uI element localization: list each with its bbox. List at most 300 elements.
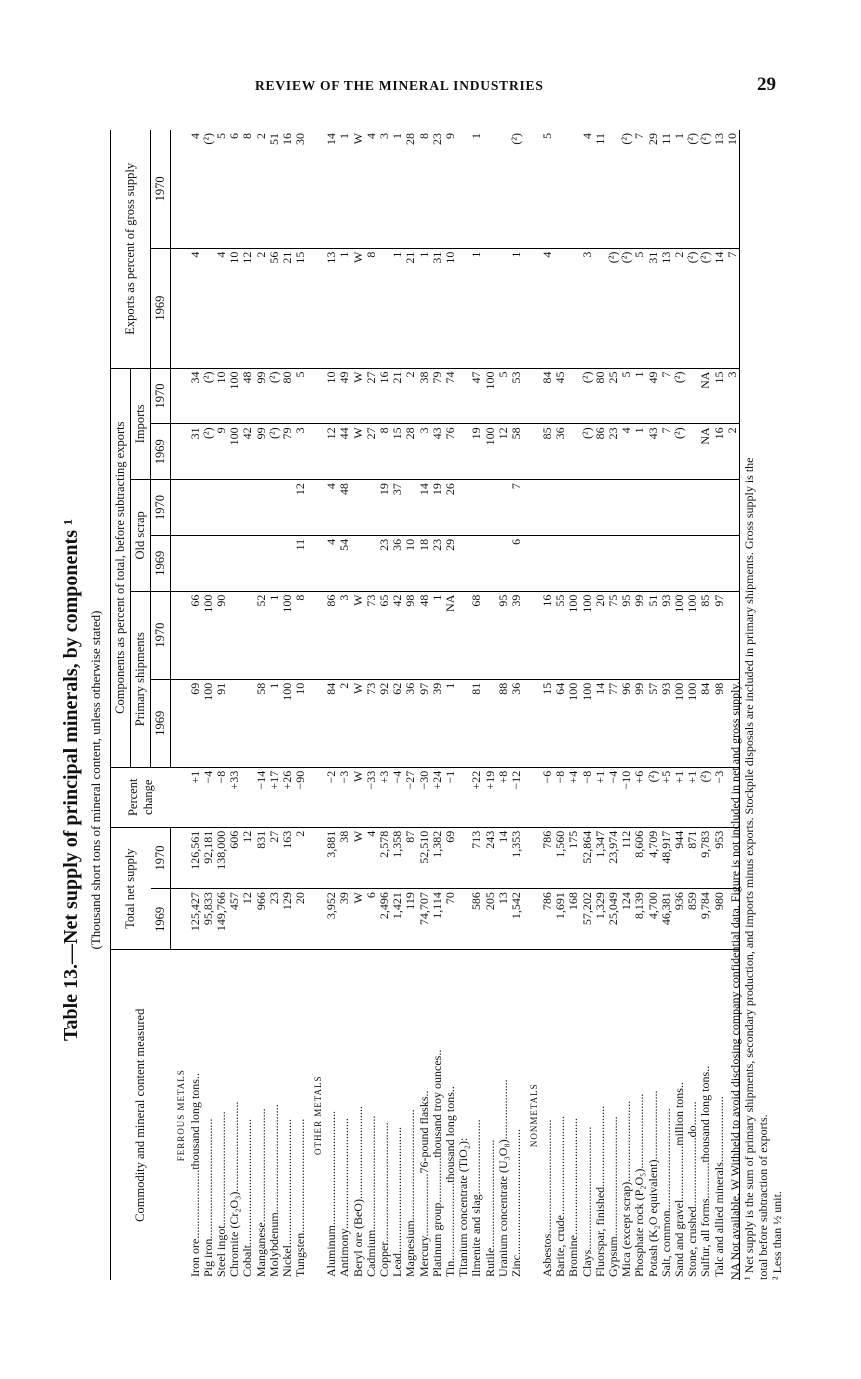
value-cell: 149,766 <box>215 889 228 950</box>
value-cell: 65 <box>378 591 391 679</box>
value-cell: 54 <box>338 535 351 591</box>
value-cell: NA <box>444 591 457 679</box>
note-line: ² Less than ½ unit. <box>770 1191 784 1280</box>
value-cell: 38 <box>418 368 431 424</box>
commodity-cell: Mica (except scrap)........................... <box>620 950 633 1280</box>
commodity-cell: Titanium concentrate (TiO₂): <box>457 950 470 1280</box>
empty-cell <box>307 368 325 424</box>
value-cell: 29 <box>645 133 660 145</box>
value-cell: 100 <box>567 679 580 767</box>
value-cell: 5 <box>620 368 633 424</box>
value-cell: (²) <box>620 248 633 368</box>
value-cell <box>404 480 417 536</box>
value-cell <box>352 535 365 591</box>
value-cell: 2 <box>673 248 686 368</box>
value-cell: +8 <box>497 767 510 827</box>
value-cell: 100 <box>686 591 699 679</box>
value-cell: 859 <box>686 889 699 950</box>
value-cell: 124 <box>620 889 633 950</box>
value-cell: 100 <box>673 679 686 767</box>
value-cell: 95 <box>620 591 633 679</box>
value-cell: 14 <box>324 133 339 145</box>
value-cell: +6 <box>633 767 646 827</box>
value-cell: 11 <box>592 133 607 145</box>
value-cell: (²) <box>581 424 594 480</box>
value-cell <box>497 130 510 248</box>
value-cell: 93 <box>660 679 673 767</box>
value-cell: 21 <box>281 248 294 368</box>
value-cell: 19 <box>431 480 444 536</box>
value-cell: 1 <box>470 248 483 368</box>
value-cell: −90 <box>294 767 307 827</box>
value-cell: 42 <box>391 591 404 679</box>
value-cell: 7 <box>632 133 647 139</box>
commodity-cell: Sulfur, all forms............thousand long tons.. <box>699 950 712 1280</box>
value-cell: 12 <box>325 424 338 480</box>
value-cell: 4,709 <box>647 827 660 888</box>
commodity-cell: Rutile.................................... <box>483 950 496 1280</box>
commodity-cell: Sand and gravel..................million tons.. <box>673 950 686 1280</box>
value-cell <box>567 368 580 424</box>
value-cell: 21 <box>391 368 404 424</box>
value-cell: 12 <box>241 248 254 368</box>
empty-cell <box>307 767 325 827</box>
value-cell: 36 <box>404 679 417 767</box>
value-cell: 19 <box>378 480 391 536</box>
value-cell <box>228 480 241 536</box>
value-cell: (²) <box>200 133 215 145</box>
value-cell: 31 <box>647 248 660 368</box>
value-cell: 34 <box>189 368 202 424</box>
value-cell: 9 <box>442 133 457 139</box>
commodity-cell: Aluminum...................................... <box>325 950 338 1280</box>
value-cell <box>457 424 470 480</box>
value-cell: −14 <box>254 767 267 827</box>
value-cell: −3 <box>712 767 725 827</box>
value-cell: 6 <box>227 133 242 139</box>
value-cell: 4 <box>541 248 554 368</box>
value-cell: 1 <box>671 133 686 139</box>
value-cell: 2,496 <box>378 889 391 950</box>
value-cell: 18 <box>418 535 431 591</box>
value-cell <box>620 480 633 536</box>
note-line: NA Not available. W Withheld to avoid disclosing company confidential data. Figure is not included in net and gross supply. <box>728 681 742 1280</box>
table-row <box>497 130 510 1280</box>
value-cell <box>457 368 470 424</box>
value-cell: 84 <box>699 679 712 767</box>
value-cell <box>228 679 241 767</box>
value-cell: 49 <box>338 368 351 424</box>
value-cell: 7 <box>660 368 673 424</box>
value-cell <box>483 679 496 767</box>
value-cell: 30 <box>293 133 308 145</box>
value-cell: 100 <box>483 368 496 424</box>
value-cell: 44 <box>338 424 351 480</box>
value-cell: +3 <box>378 767 391 827</box>
value-cell: +5 <box>660 767 673 827</box>
value-cell: 125,427 <box>189 889 202 950</box>
empty-cell <box>171 767 189 827</box>
commodity-cell: Salt, common.................................. <box>660 950 673 1280</box>
value-cell: 2 <box>726 424 740 480</box>
value-cell: 7 <box>726 248 740 368</box>
commodity-cell: Cadmium...................................... <box>365 950 378 1280</box>
value-cell: NA <box>699 424 712 480</box>
table-row <box>510 130 523 1280</box>
year-1969: 1969 <box>151 248 171 368</box>
value-cell: −8 <box>215 767 228 827</box>
value-cell: (²) <box>686 248 699 368</box>
value-cell: 12 <box>241 827 254 888</box>
value-cell: 5 <box>633 248 646 368</box>
value-cell: 56 <box>268 248 281 368</box>
table-row <box>607 130 620 1280</box>
value-cell: W <box>352 424 365 480</box>
value-cell <box>647 480 660 536</box>
value-cell <box>228 591 241 679</box>
value-cell <box>541 535 554 591</box>
value-cell <box>541 480 554 536</box>
value-cell: (²) <box>699 767 712 827</box>
value-cell: 4 <box>325 535 338 591</box>
value-cell: 77 <box>607 679 620 767</box>
table-row <box>470 130 483 1280</box>
running-header <box>0 74 861 98</box>
supply-table <box>110 130 740 1280</box>
value-cell: 48,917 <box>660 827 673 888</box>
value-cell: 2 <box>294 827 307 888</box>
value-cell: (²) <box>698 133 713 145</box>
empty-cell <box>307 827 325 888</box>
commodity-cell: Antimony..................................... <box>338 950 351 1280</box>
running-head: REVIEW OF THE MINERAL INDUSTRIES <box>255 78 544 93</box>
value-cell: −8 <box>581 767 594 827</box>
value-cell: 85 <box>541 424 554 480</box>
value-cell: 2 <box>254 248 267 368</box>
empty-cell <box>171 248 189 368</box>
value-cell <box>581 480 594 536</box>
value-cell <box>470 535 483 591</box>
value-cell: 14 <box>418 480 431 536</box>
commodity-cell: Barite, crude................................. <box>554 950 567 1280</box>
value-cell: 936 <box>673 889 686 950</box>
value-cell: 3,952 <box>325 889 338 950</box>
commodity-cell: Steel ingot...................................... <box>215 950 228 1280</box>
value-cell: (²) <box>268 424 281 480</box>
value-cell: 100 <box>281 679 294 767</box>
commodity-cell: Platinum group...............thousand troy ounces.. <box>431 950 444 1280</box>
value-cell: 4 <box>215 248 228 368</box>
col-commodity: Commodity and mineral content measured <box>111 950 171 1280</box>
value-cell <box>241 767 254 827</box>
table-row <box>202 130 215 1280</box>
value-cell <box>554 535 567 591</box>
value-cell: 586 <box>470 889 483 950</box>
commodity-cell: Gypsum........................................ <box>607 950 620 1280</box>
value-cell <box>281 480 294 536</box>
value-cell: 8 <box>416 133 431 139</box>
value-cell: 100 <box>673 591 686 679</box>
value-cell <box>457 679 470 767</box>
value-cell: (²) <box>685 133 700 145</box>
value-cell: (²) <box>673 368 686 424</box>
empty-cell <box>171 679 189 767</box>
value-cell: (²) <box>268 368 281 424</box>
value-cell: 100 <box>581 679 594 767</box>
table-row <box>554 130 567 1280</box>
value-cell: 36 <box>554 424 567 480</box>
value-cell <box>281 535 294 591</box>
commodity-cell: Tungsten...................................... <box>294 950 307 1280</box>
value-cell: 15 <box>712 368 725 424</box>
value-cell: −1 <box>444 767 457 827</box>
table-row <box>418 130 431 1280</box>
value-cell: 168 <box>567 889 580 950</box>
value-cell: 39 <box>431 679 444 767</box>
value-cell <box>497 248 510 368</box>
value-cell: 51 <box>266 133 281 145</box>
value-cell: 23 <box>268 889 281 950</box>
table-row <box>660 130 673 1280</box>
section-heading-row <box>523 130 541 1280</box>
value-cell: 23 <box>429 133 444 145</box>
value-cell: 3 <box>377 133 392 139</box>
value-cell: 10 <box>228 248 241 368</box>
value-cell: 9,783 <box>699 827 712 888</box>
commodity-cell: Pig iron........................................ <box>202 950 215 1280</box>
empty-cell <box>171 535 189 591</box>
value-cell: W <box>352 248 365 368</box>
value-cell: +1 <box>686 767 699 827</box>
value-cell <box>202 535 215 591</box>
value-cell: 1 <box>633 424 646 480</box>
value-cell: 80 <box>594 368 607 424</box>
value-cell: +24 <box>431 767 444 827</box>
value-cell: 100 <box>686 679 699 767</box>
value-cell: 36 <box>391 535 404 591</box>
commodity-cell: Cobalt.......................................... <box>241 950 254 1280</box>
value-cell <box>189 535 202 591</box>
empty-cell <box>171 827 189 888</box>
value-cell: 29 <box>444 535 457 591</box>
value-cell: 4 <box>363 133 378 139</box>
value-cell: 28 <box>404 424 417 480</box>
value-cell: 48 <box>418 591 431 679</box>
table-row <box>378 130 391 1280</box>
value-cell: −33 <box>365 767 378 827</box>
value-cell: 10 <box>215 368 228 424</box>
section-heading: NONMETALS <box>523 950 541 1280</box>
table-row <box>620 130 633 1280</box>
value-cell <box>457 535 470 591</box>
empty-cell <box>523 889 541 950</box>
value-cell: (²) <box>202 424 215 480</box>
table-row <box>483 130 496 1280</box>
page-number: 29 <box>757 74 776 95</box>
value-cell: 3 <box>581 248 594 368</box>
col-percent-change: Percent change <box>111 767 171 827</box>
value-cell: 73 <box>365 679 378 767</box>
value-cell <box>633 480 646 536</box>
value-cell: 1,347 <box>594 827 607 888</box>
value-cell: 6 <box>510 535 523 591</box>
empty-cell <box>523 248 541 368</box>
value-cell <box>699 535 712 591</box>
value-cell: +1 <box>673 767 686 827</box>
value-cell: 1,421 <box>391 889 404 950</box>
value-cell <box>581 535 594 591</box>
value-cell: 79 <box>431 368 444 424</box>
note-line: ¹ Net supply is the sum of primary shipments, secondary production, and imports minus exports. Stockpile disposals are included in primary shipments. Gross supply is the <box>742 457 756 1280</box>
value-cell: 74 <box>444 368 457 424</box>
value-cell: 953 <box>712 827 725 888</box>
value-cell: 52,864 <box>581 827 594 888</box>
value-cell: 16 <box>279 133 294 145</box>
value-cell: 85 <box>699 591 712 679</box>
value-cell: 1,382 <box>431 827 444 888</box>
value-cell: 21 <box>404 248 417 368</box>
value-cell: −4 <box>607 767 620 827</box>
value-cell: (²) <box>673 424 686 480</box>
value-cell: 13 <box>325 248 338 368</box>
value-cell <box>712 480 725 536</box>
value-cell: 86 <box>325 591 338 679</box>
value-cell <box>241 679 254 767</box>
value-cell: 10 <box>404 535 417 591</box>
empty-cell <box>307 130 325 248</box>
value-cell: 8 <box>294 591 307 679</box>
empty-cell <box>523 480 541 536</box>
value-cell <box>268 535 281 591</box>
value-cell <box>660 535 673 591</box>
year-1970: 1970 <box>151 827 171 888</box>
value-cell: 92 <box>378 679 391 767</box>
table-row <box>633 130 646 1280</box>
value-cell: 175 <box>567 827 580 888</box>
value-cell: (²) <box>508 133 523 145</box>
commodity-cell: Molybdenum.................................... <box>268 950 281 1280</box>
value-cell: −27 <box>404 767 417 827</box>
value-cell <box>554 480 567 536</box>
value-cell <box>699 480 712 536</box>
commodity-cell: Magnesium..................................... <box>404 950 417 1280</box>
empty-cell <box>171 889 189 950</box>
value-cell: 4 <box>187 133 202 139</box>
value-cell <box>594 480 607 536</box>
value-cell <box>254 535 267 591</box>
value-cell <box>660 480 673 536</box>
value-cell: 96 <box>620 679 633 767</box>
value-cell: 1 <box>268 679 281 767</box>
section-heading: FERROUS METALS <box>171 950 189 1280</box>
empty-cell <box>523 827 541 888</box>
value-cell: +33 <box>228 767 241 827</box>
value-cell: (²) <box>699 248 712 368</box>
value-cell: 12 <box>294 480 307 536</box>
value-cell: 20 <box>294 889 307 950</box>
table-row <box>457 130 470 1280</box>
value-cell <box>202 248 215 368</box>
value-cell: 15 <box>294 248 307 368</box>
value-cell: 38 <box>338 827 351 888</box>
value-cell: −12 <box>510 767 523 827</box>
value-cell: +22 <box>470 767 483 827</box>
value-cell: 1,560 <box>554 827 567 888</box>
value-cell <box>365 480 378 536</box>
value-cell <box>633 535 646 591</box>
value-cell <box>567 248 580 368</box>
value-cell: 1 <box>418 248 431 368</box>
value-cell <box>457 480 470 536</box>
value-cell: 11 <box>658 133 673 145</box>
commodity-cell: Chromite (Cr₂O₃).............................. <box>228 950 241 1280</box>
value-cell: 119 <box>404 889 417 950</box>
value-cell <box>215 480 228 536</box>
table-row <box>352 130 365 1280</box>
value-cell: 13 <box>711 133 726 145</box>
value-cell: 129 <box>281 889 294 950</box>
commodity-cell: Iron ore.......................thousand long tons.. <box>189 950 202 1280</box>
value-cell: 10 <box>726 130 740 248</box>
value-cell: 26 <box>444 480 457 536</box>
value-cell: 1,329 <box>594 889 607 950</box>
value-cell: 95 <box>497 591 510 679</box>
value-cell: 51 <box>647 591 660 679</box>
value-cell: 1,353 <box>510 827 523 888</box>
value-cell <box>457 130 470 248</box>
table-row <box>391 130 404 1280</box>
value-cell <box>470 480 483 536</box>
value-cell <box>567 130 580 248</box>
empty-cell <box>523 130 541 248</box>
value-cell: 73 <box>365 591 378 679</box>
value-cell: 87 <box>404 827 417 888</box>
value-cell: 49 <box>647 368 660 424</box>
value-cell: 6 <box>365 889 378 950</box>
value-cell <box>497 480 510 536</box>
value-cell: 62 <box>391 679 404 767</box>
value-cell: −30 <box>418 767 431 827</box>
table-row <box>541 130 554 1280</box>
section-heading-row <box>171 130 189 1280</box>
value-cell: 831 <box>254 827 267 888</box>
value-cell: 48 <box>241 368 254 424</box>
value-cell: 58 <box>510 424 523 480</box>
value-cell: 8 <box>378 424 391 480</box>
value-cell: 3 <box>726 368 740 424</box>
value-cell: 68 <box>470 591 483 679</box>
year-1969: 1969 <box>151 889 171 950</box>
value-cell: 39 <box>510 591 523 679</box>
col-old-scrap: Old scrap <box>131 480 151 592</box>
value-cell <box>457 248 470 368</box>
table-row <box>189 130 202 1280</box>
commodity-cell: Nickel.......................................... <box>281 950 294 1280</box>
value-cell: 84 <box>541 368 554 424</box>
table-subtitle: (Thousand short tons of mineral content, unless otherwise stated) <box>88 610 103 950</box>
col-exports-group: Exports as percent of gross supply <box>111 130 151 368</box>
commodity-cell: Stone, crushed.......................do........ <box>686 950 699 1280</box>
value-cell: 2 <box>253 133 268 139</box>
value-cell: 8,606 <box>633 827 646 888</box>
value-cell: 100 <box>202 591 215 679</box>
value-cell: 55 <box>554 591 567 679</box>
value-cell: 79 <box>281 424 294 480</box>
value-cell <box>686 535 699 591</box>
table-title: Table 13.—Net supply of principal minerals, by components ¹ <box>60 519 82 1041</box>
value-cell <box>457 767 470 827</box>
section-heading: OTHER METALS <box>307 950 325 1280</box>
